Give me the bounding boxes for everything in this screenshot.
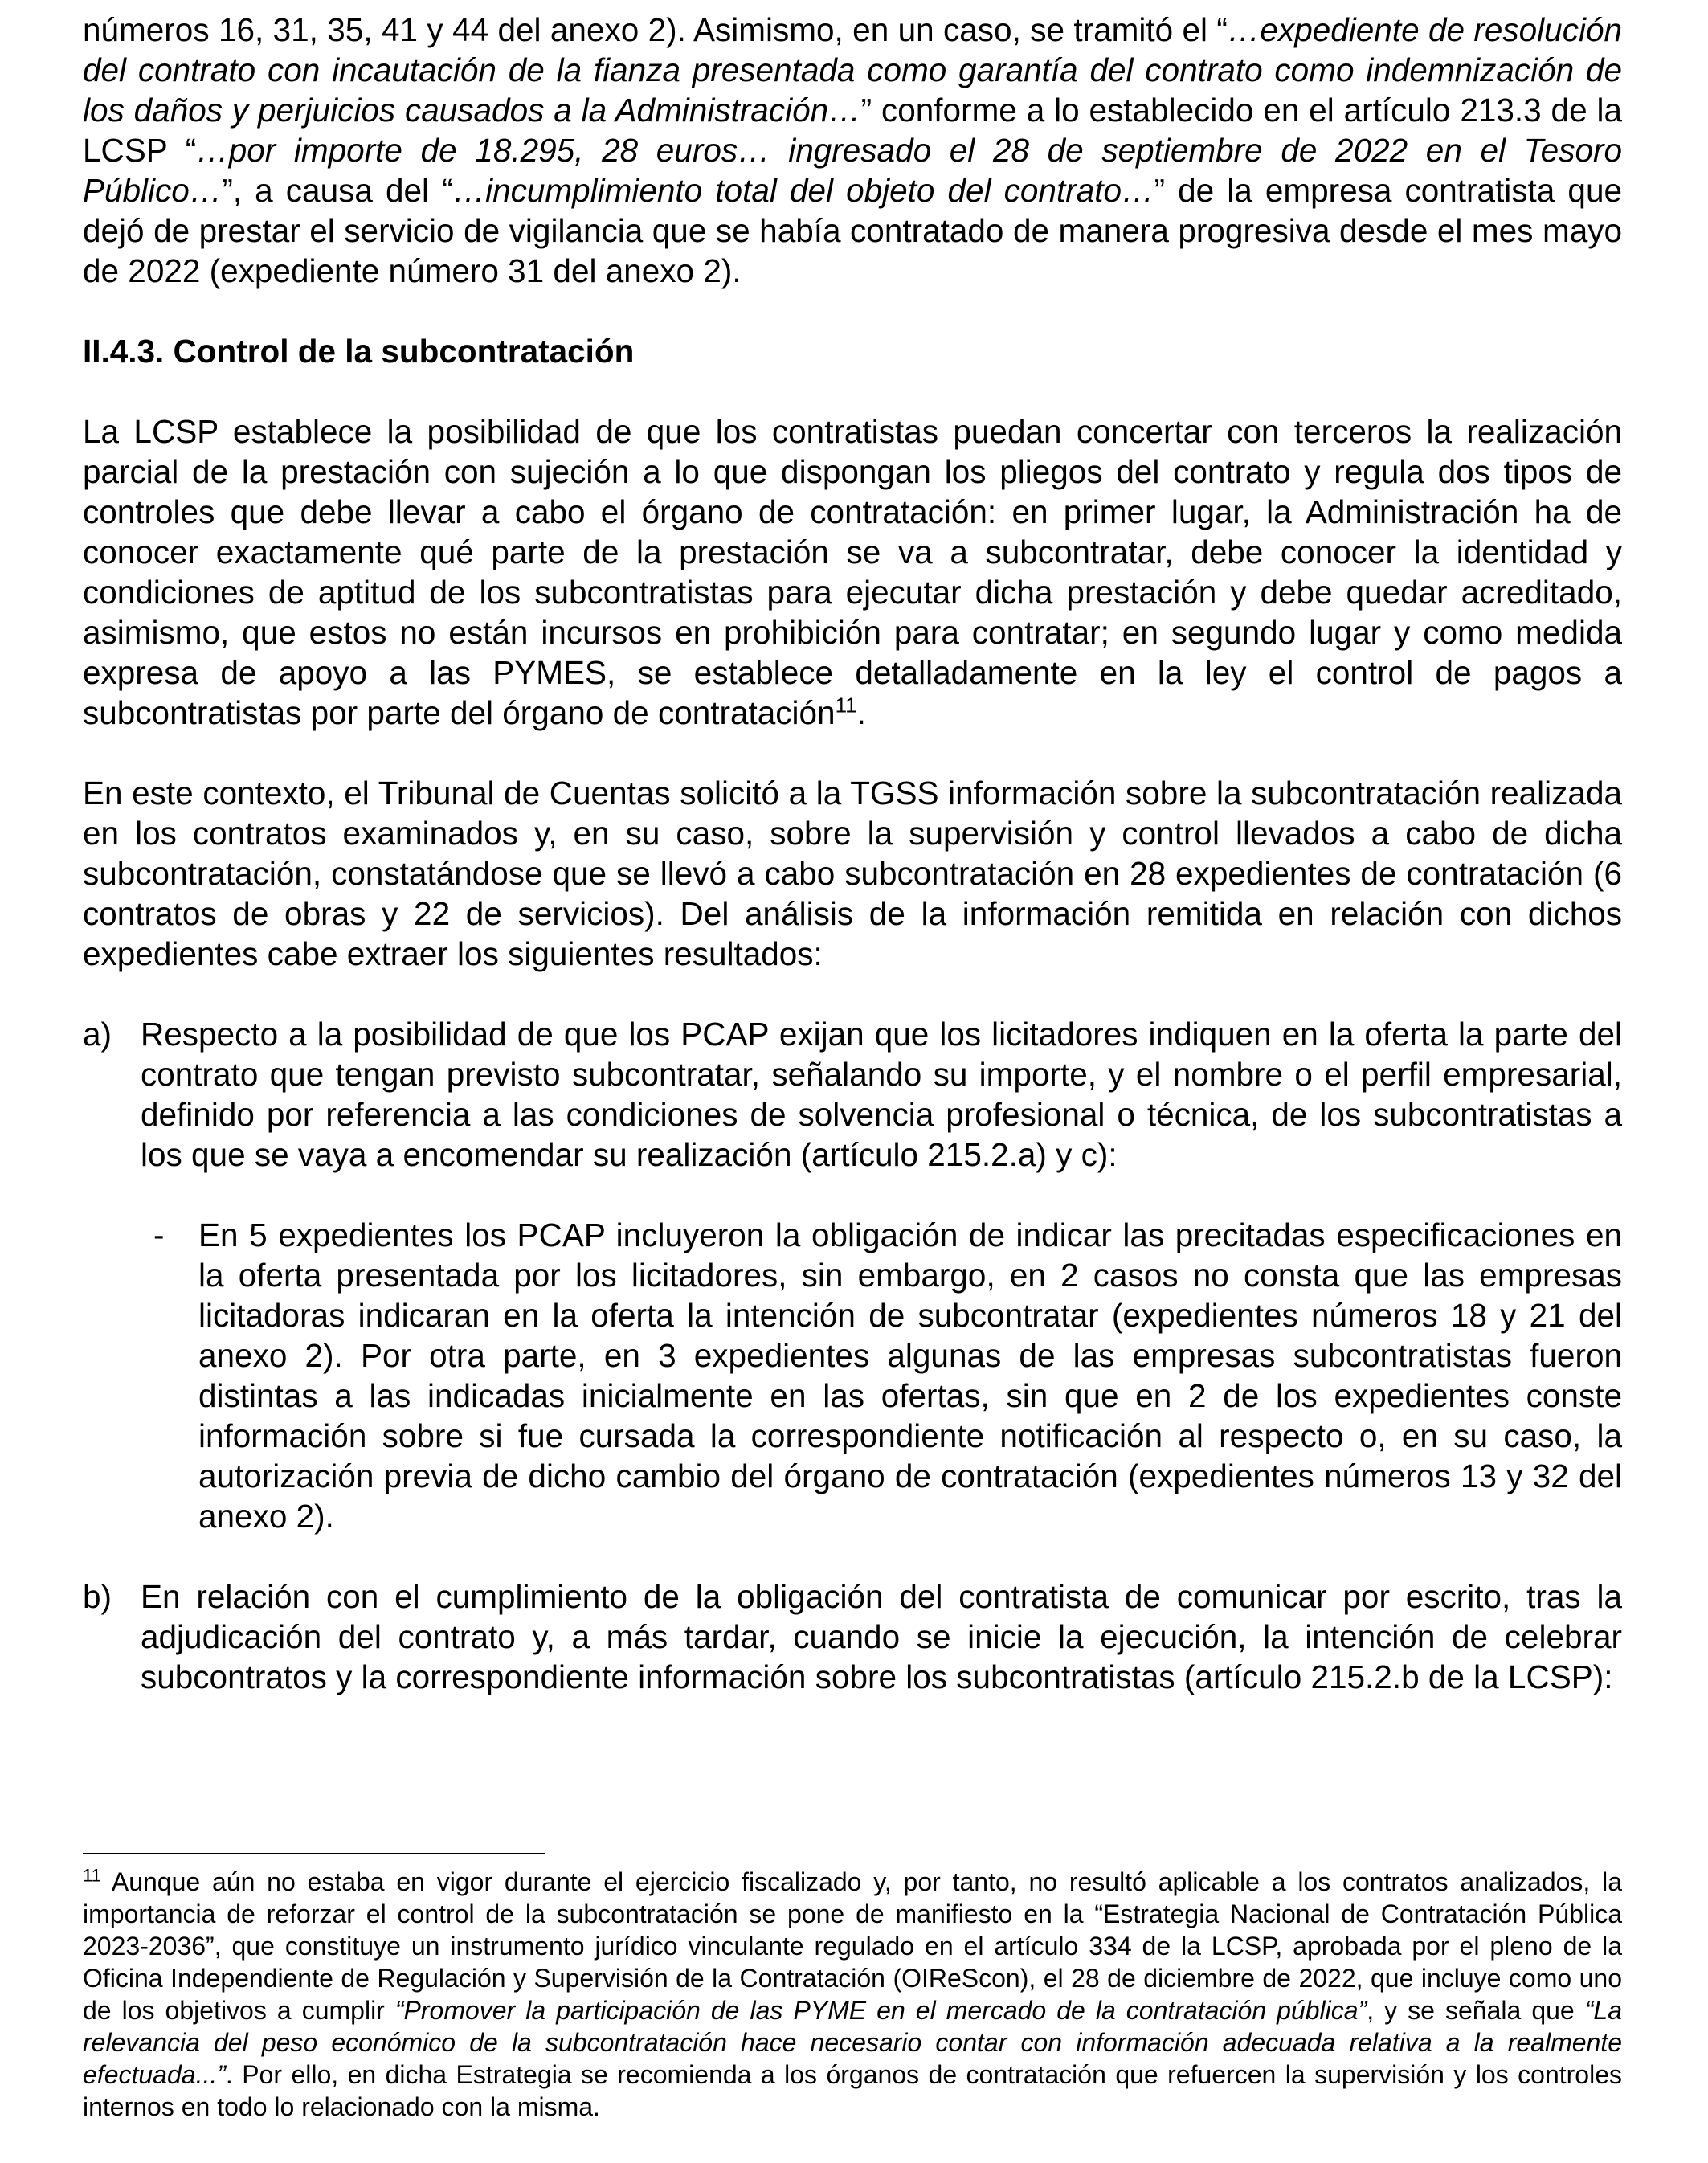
text-span: . bbox=[856, 694, 866, 731]
list-subitem bbox=[153, 1215, 1622, 1536]
section-heading: II.4.3. Control de la subcontratación bbox=[83, 333, 635, 370]
footnote-number: 11 bbox=[83, 1865, 101, 1886]
italic-quote: …por importe de 18.295, 28 euros… ingresado el 28 de septiembre de 2022 en el Tesoro Público… bbox=[83, 132, 1622, 209]
text-span: ” de la empresa contratista que dejó de prestar el servicio de vigilancia que se había contratado de manera progresiva desde el mes mayo de 2022 (expediente número 31 del anexo 2). bbox=[83, 172, 1622, 289]
italic-quote: …expediente de resolución del contrato con incautación de la fianza presentada como garantía del contrato como indemnización de los daños y perjuicios causados a la Administración… bbox=[83, 11, 1623, 129]
list-marker: a) bbox=[83, 1016, 112, 1053]
footnote-reference[interactable]: 11 bbox=[835, 693, 857, 718]
paragraph-lcsp bbox=[83, 411, 1622, 733]
text-span: Aunque aún no estaba en vigor durante el ejercicio fiscalizado y, por tanto, no resultó aplicable a los contratos analizados, la importancia de reforzar el control de la subcontratación se pone de manifiesto en la “Estrategia Nacional de Contratación Pública 2023-2036”, que constituye un instrumento jurídico vinculante regulado en el artículo 334 de la LCSP, aprobada por el pleno de la Oficina Independiente de Regulación y Supervisión de la Contratación (OIReScon), el 28 de diciembre de 2022, que incluye como uno de los objetivos a cumplir bbox=[83, 1867, 1622, 2025]
text-span: ”, a causa del “ bbox=[222, 172, 453, 209]
text-span: La LCSP establece la posibilidad de que los contratistas puedan concertar con terceros la realización parcial de la prestación con sujeción a lo que dispongan los pliegos del contrato y regula dos tipos de controles que debe llevar a cabo el órgano de contratación: en primer lugar, la Administración ha de conocer exactamente qué parte de la prestación se va a subcontratar, debe conocer la identidad y condiciones de aptitud de los subcontratistas para ejecutar dicha prestación y debe quedar acreditado, asimismo, que estos no están incursos en prohibición para contratar; en segundo lugar y como medida expresa de apoyo a las PYMES, se establece detalladamente en la ley el control de pagos a subcontratistas por parte del órgano de contratación bbox=[83, 413, 1622, 731]
list-marker: b) bbox=[83, 1578, 112, 1615]
footnote-separator bbox=[83, 1853, 545, 1854]
footnote bbox=[83, 1866, 1622, 2123]
list-item-b bbox=[83, 1576, 1622, 1697]
italic-quote: …incumplimiento total del objeto del contrato… bbox=[452, 172, 1154, 209]
list-subitem-text: En 5 expedientes los PCAP incluyeron la obligación de indicar las precitadas especificaciones en la oferta presentada por los licitadores, sin embargo, en 2 casos no consta que las empresas licitadoras indicaran en la oferta la intención de subcontratar (expedientes números 18 y 21 del anexo 2). Por otra parte, en 3 expedientes algunas de las empresas subcontratistas fueron distintas a las indicadas inicialmente en las ofertas, sin que en 2 de los expedientes conste información sobre si fue cursada la correspondiente notificación al respecto o, en su caso, la autorización previa de dicho cambio del órgano de contratación (expedientes números 13 y 32 del anexo 2). bbox=[198, 1216, 1622, 1535]
text-span: números 16, 31, 35, 41 y 44 del anexo 2). Asimismo, en un caso, se tramitó el “ bbox=[83, 11, 1228, 48]
list-item-text: Respecto a la posibilidad de que los PCAP exijan que los licitadores indiquen en la oferta la parte del contrato que tengan previsto subcontratar, señalando su importe, y el nombre o el perfil empresarial, definido por referencia a las condiciones de solvencia profesional o técnica, de los subcontratistas a los que se vaya a encomendar su realización (artículo 215.2.a) y c): bbox=[141, 1016, 1622, 1173]
dash-marker: - bbox=[153, 1216, 165, 1253]
italic-quote: “Promover la participación de las PYME en el mercado de la contratación pública” bbox=[394, 1996, 1367, 2025]
italic-quote: “La relevancia del peso económico de la subcontratación hace necesario contar con información adecuada relativa a la realmente efectuada...” bbox=[83, 1996, 1623, 2089]
list-item-text: En relación con el cumplimiento de la obligación del contratista de comunicar por escrito, tras la adjudicación del contrato y, a más tardar, cuando se inicie la ejecución, la intención de celebrar subcontratos y la correspondiente información sobre los subcontratistas (artículo 215.2.b de la LCSP): bbox=[141, 1578, 1622, 1695]
paragraph-context: En este contexto, el Tribunal de Cuentas solicitó a la TGSS información sobre la subcontratación realizada en los contratos examinados y, en su caso, sobre la supervisión y control llevados a cabo de dicha subcontratación, constatándose que se llevó a cabo subcontratación en 28 expedientes de contratación (6 contratos de obras y 22 de servicios). Del análisis de la información remitida en relación con dichos expedientes cabe extraer los siguientes resultados: bbox=[83, 775, 1622, 972]
text-span: . Por ello, en dicha Estrategia se recomienda a los órganos de contratación que refuercen la supervisión y los controles internos en todo lo relacionado con la misma. bbox=[83, 2060, 1622, 2121]
document-page bbox=[83, 10, 1622, 1697]
text-span: ” conforme a lo establecido en el artículo 213.3 de la LCSP “ bbox=[83, 92, 1622, 169]
list-item-a bbox=[83, 1014, 1622, 1175]
paragraph-intro bbox=[83, 10, 1622, 291]
text-span: , y se señala que bbox=[1367, 1996, 1585, 2025]
